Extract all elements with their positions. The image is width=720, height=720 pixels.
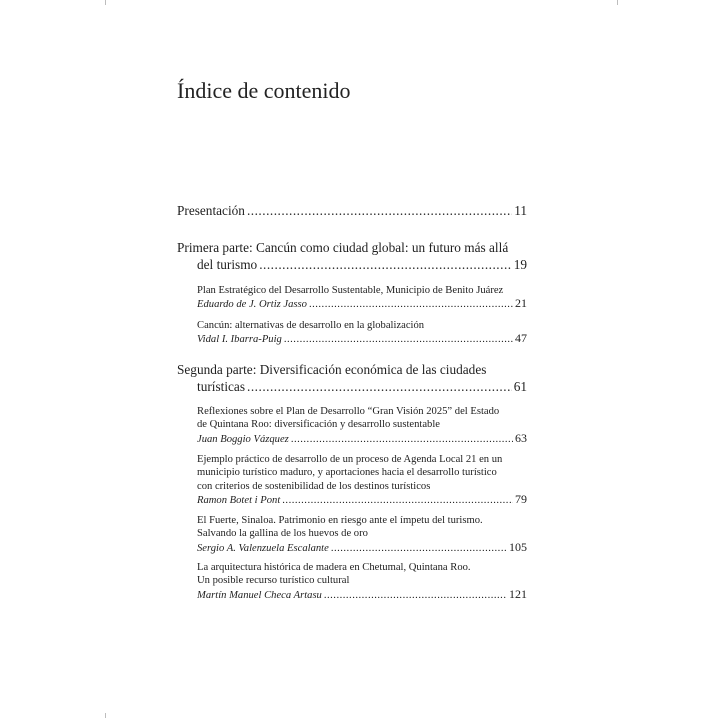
chapter-title-cont: municipio turístico maduro, y aportaciones hacia el desarrollo turístico <box>197 467 497 479</box>
chapter-author: Martín Manuel Checa Artasu <box>197 589 322 601</box>
page-number: 121 <box>509 587 527 601</box>
toc-entry-presentacion[interactable] <box>177 202 527 219</box>
page-number: 11 <box>514 203 527 218</box>
chapter-author: Juan Boggio Vázquez <box>197 433 289 445</box>
dot-leader <box>324 589 507 602</box>
toc-entry-primera-parte[interactable] <box>177 239 527 273</box>
page-number: 63 <box>515 431 527 445</box>
dot-leader <box>282 494 513 507</box>
entry-title-cont: del turismo <box>197 257 258 272</box>
chapter-title-cont: Un posible recurso turístico cultural <box>197 575 350 587</box>
chapter-title-cont: Salvando la gallina de los huevos de oro <box>197 528 368 540</box>
page-number: 61 <box>513 379 527 394</box>
chapter-title: El Fuerte, Sinaloa. Patrimonio en riesgo ante el ímpetu del turismo. <box>197 515 483 526</box>
toc-entry-segunda-parte[interactable] <box>177 361 527 395</box>
chapter-author: Eduardo de J. Ortiz Jasso <box>197 299 307 311</box>
dot-leader <box>284 333 513 346</box>
entry-title-cont: turísticas <box>197 379 246 394</box>
chapter-title: Reflexiones sobre el Plan de Desarrollo “Gran Visión 2025” del Estado <box>197 406 500 417</box>
page-number: 21 <box>515 297 527 311</box>
entry-title: Primera parte: Cancún como ciudad global: un futuro más allá <box>177 240 509 255</box>
toc-entry-chapter[interactable] <box>177 561 527 602</box>
chapter-title: La arquitectura histórica de madera en Chetumal, Quintana Roo. <box>197 562 471 573</box>
dot-leader <box>247 378 512 395</box>
page-number: 105 <box>509 540 527 554</box>
chapter-title: Ejemplo práctico de desarrollo de un proceso de Agenda Local 21 en un <box>197 454 503 465</box>
page-number: 19 <box>513 257 527 272</box>
chapter-author: Sergio A. Valenzuela Escalante <box>197 542 329 554</box>
toc-entry-chapter[interactable] <box>177 514 527 555</box>
dot-leader <box>331 542 507 555</box>
crop-mark <box>617 0 618 5</box>
chapter-title: Plan Estratégico del Desarrollo Sustentable, Municipio de Benito Juárez <box>197 285 504 296</box>
entry-title: Presentación <box>177 203 245 218</box>
crop-mark <box>105 713 106 718</box>
dot-leader <box>291 433 513 446</box>
dot-leader <box>247 202 512 219</box>
page-number: 47 <box>515 332 527 346</box>
chapter-author: Ramon Botet i Pont <box>197 494 281 506</box>
chapter-title: Cancún: alternativas de desarrollo en la globalización <box>197 320 425 331</box>
entry-title: Segunda parte: Diversificación económica de las ciudades <box>177 362 487 377</box>
dot-leader <box>259 256 512 273</box>
toc-entry-chapter[interactable] <box>177 319 527 347</box>
toc-entry-chapter[interactable] <box>177 453 527 507</box>
page-number: 79 <box>515 492 527 506</box>
chapter-title-cont: con criterios de sostenibilidad de los destinos turísticos <box>197 480 431 492</box>
chapter-author: Vidal I. Ibarra-Puig <box>197 334 282 346</box>
page-title: Índice de contenido <box>177 78 351 103</box>
crop-mark <box>105 0 106 5</box>
chapter-title-cont: de Quintana Roo: diversificación y desarrollo sustentable <box>197 419 440 431</box>
toc-entry-chapter[interactable] <box>177 405 527 446</box>
dot-leader <box>309 298 513 311</box>
toc-entry-chapter[interactable] <box>177 284 527 312</box>
